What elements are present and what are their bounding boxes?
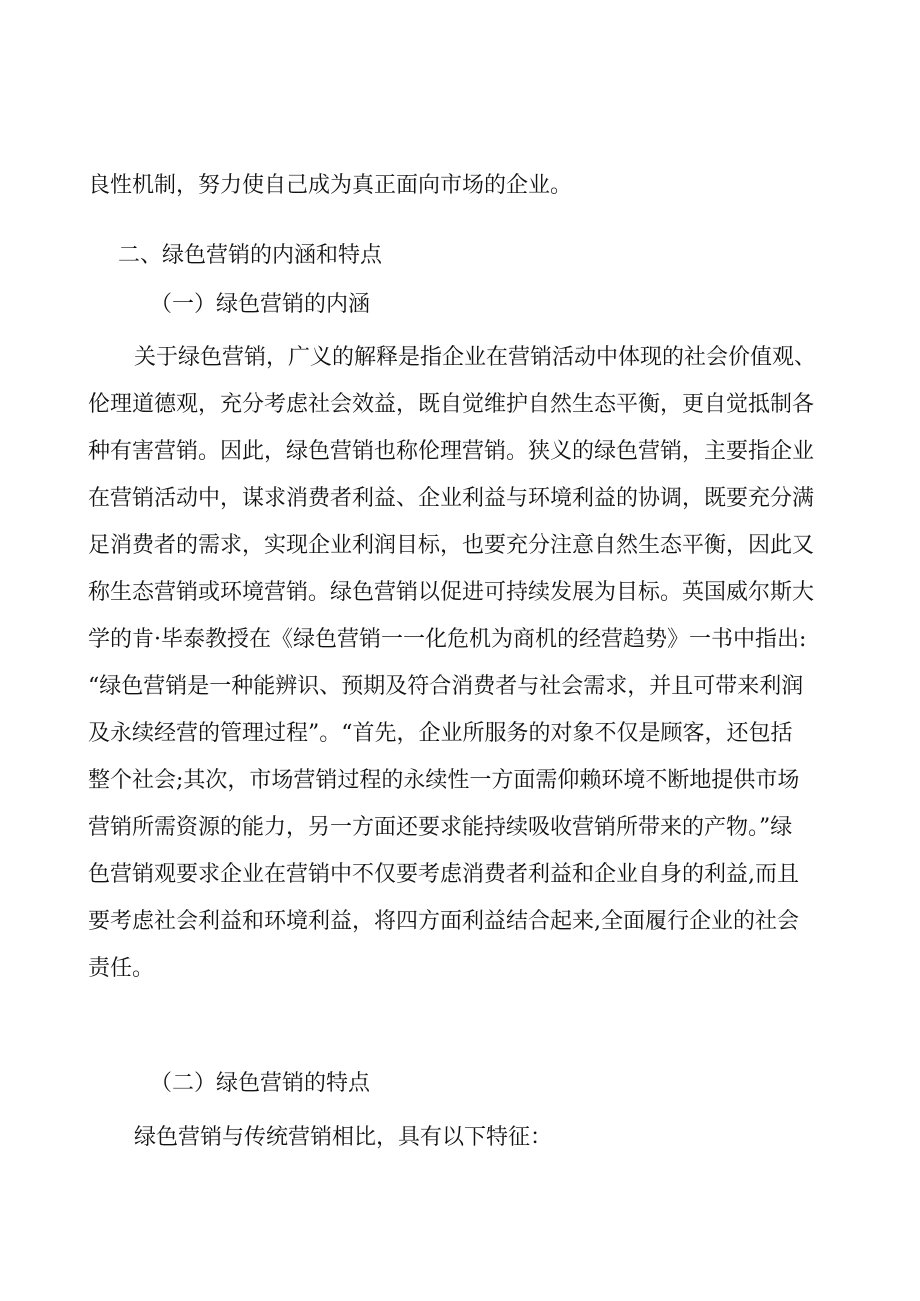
paragraph-1-line: 要考虑社会利益和环境利益，将四方面利益结合起来,全面履行企业的社会 xyxy=(88,909,799,934)
paragraph-1-line: “绿色营销是一种能辨识、预期及符合消费者与社会需求，并且可带来利润 xyxy=(88,674,804,699)
paragraph-1-line: 色营销观要求企业在营销中不仅要考虑消费者利益和企业自身的利益,而且 xyxy=(88,862,799,887)
subsection-heading-1: （一）绿色营销的内涵 xyxy=(150,292,371,317)
paragraph-1-line: 整个社会;其次，市场营销过程的永续性一方面需仰赖环境不断地提供市场 xyxy=(88,768,800,793)
paragraph-1-line: 学的肯·毕泰教授在《绿色营销一一化危机为商机的经营趋势》一书中指出: xyxy=(88,627,807,652)
paragraph-1-line: 称生态营销或环境营销。绿色营销以促进可持续发展为目标。英国威尔斯大 xyxy=(88,580,815,605)
continuation-line: 良性机制，努力使自己成为真正面向市场的企业。 xyxy=(88,173,573,198)
paragraph-1-line: 在营销活动中，谋求消费者利益、企业利益与环境利益的协调，既要充分满 xyxy=(88,486,815,511)
paragraph-1-line: 营销所需资源的能力，另一方面还要求能持续吸收营销所带来的产物。”绿 xyxy=(88,815,793,840)
paragraph-2: 绿色营销与传统营销相比，具有以下特征： xyxy=(134,1125,553,1150)
paragraph-1-line: 足消费者的需求，实现企业利润目标，也要充分注意自然生态平衡，因此又 xyxy=(88,533,815,558)
paragraph-1 xyxy=(88,334,848,992)
paragraph-1-line: 及永续经营的管理过程”。“首先，企业所服务的对象不仅是顾客，还包括 xyxy=(88,721,793,746)
paragraph-1-line: 责任。 xyxy=(88,956,155,981)
paragraph-1-line: 种有害营销。因此，绿色营销也称伦理营销。狭义的绿色营销，主要指企业 xyxy=(88,439,815,464)
subsection-heading-2: （二）绿色营销的特点 xyxy=(150,1071,371,1096)
paragraph-1-line: 关于绿色营销，广义的解释是指企业在营销活动中体现的社会价值观、 xyxy=(134,345,817,370)
section-heading: 二、绿色营销的内涵和特点 xyxy=(118,243,383,268)
paragraph-1-line: 伦理道德观，充分考虑社会效益，既自觉维护自然生态平衡，更自觉抵制各 xyxy=(88,392,815,417)
